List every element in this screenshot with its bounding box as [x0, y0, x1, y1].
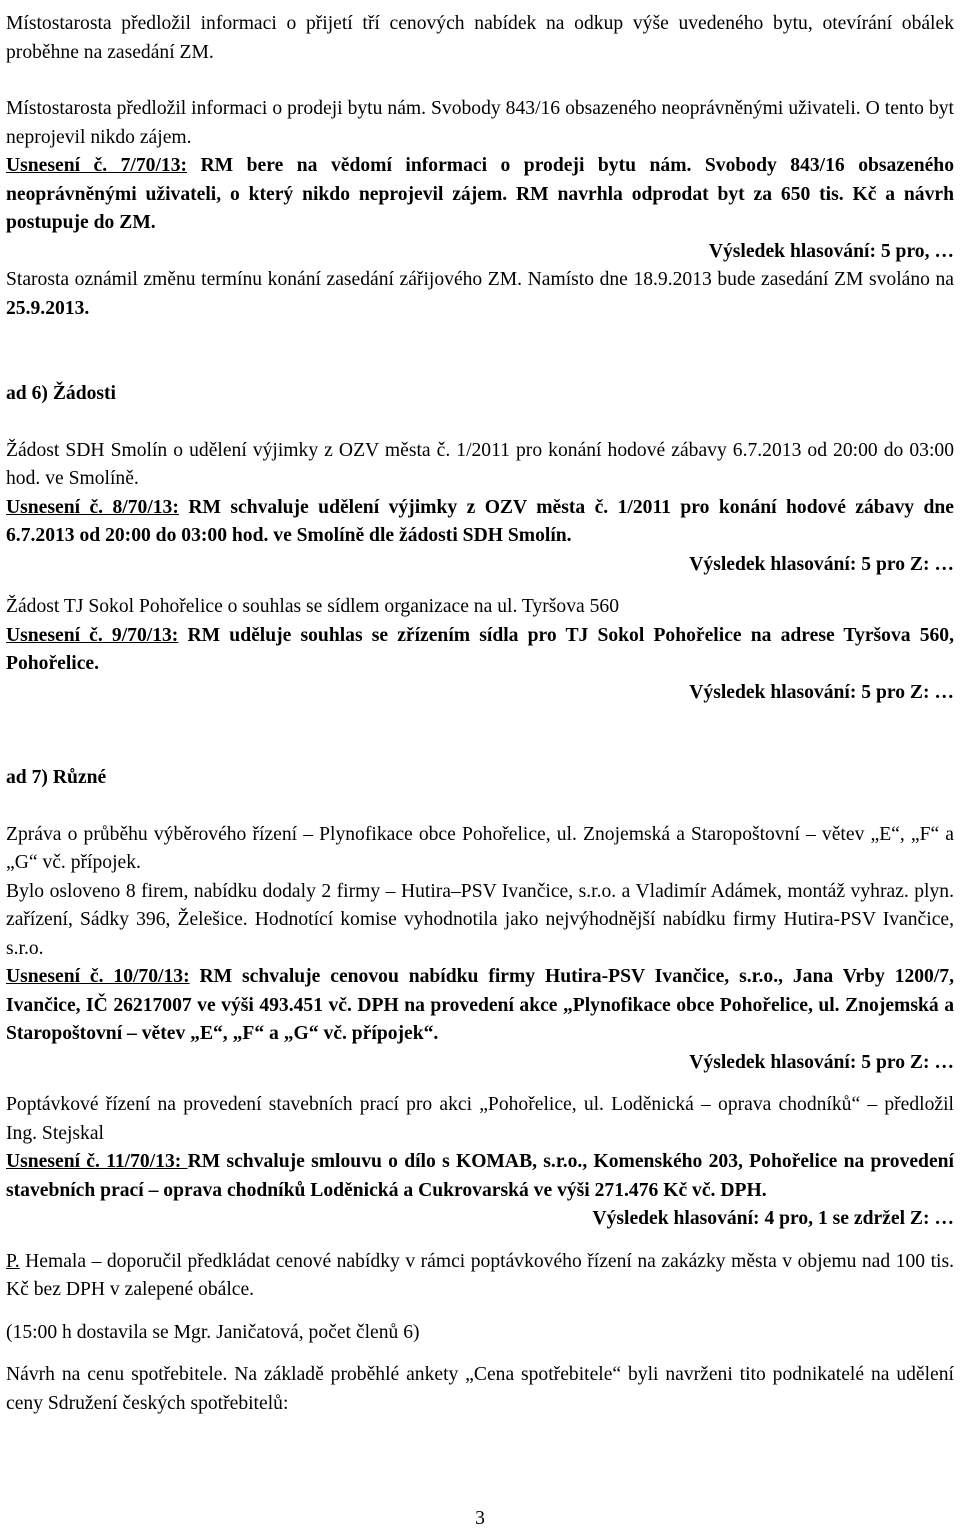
resolution-label: Usnesení č. [6, 966, 104, 987]
paragraph-flat-sale: Místostarosta předložil informaci o prodeji bytu nám. Svobody 843/16 obsazeného neoprávněnými uživateli. O tento byt neprojevil nikdo zájem. [6, 98, 954, 148]
resolution-11-70-13 [6, 1148, 954, 1205]
paragraph-consumer-price: Návrh na cenu spotřebitele. Na základě proběhlé ankety „Cena spotřebitele“ byli navrženi tito podnikatelé na udělení ceny Sdružení českých spotřebitelů: [6, 1364, 954, 1414]
paragraph-hemala [6, 1248, 954, 1305]
vote-result: Výsledek hlasování: 5 pro, … [708, 240, 954, 262]
paragraph-tender-details: Bylo osloveno 8 firem, nabídku dodaly 2 firmy – Hutira–PSV Ivančice, s.r.o. a Vladimír Adámek, montáž vyhraz. plyn. zařízení, Sádky 396, Želešice. Hodnotící komise vyhodnotila jako nejvýhodnější nabídku firmy Hutira-PSV Ivančice, s.r.o. [6, 880, 954, 959]
section-title: Žádosti [52, 383, 116, 404]
resolution-label: Usnesení č. [6, 155, 108, 176]
paragraph-sdh-request: Žádost SDH Smolín o udělení výjimky z OZV města č. 1/2011 pro konání hodové zábavy 6.7.2013 od 20:00 do 03:00 hod. ve Smolíně. [6, 439, 954, 489]
vote-result: Výsledek hlasování: 5 pro Z: … [689, 1051, 954, 1073]
resolution-number: 11/70/13: [99, 1151, 188, 1172]
meeting-change-text: Starosta oznámil změnu termínu konání zasedání zářijového ZM. Namísto dne 18.9.2013 bude zasedání ZM svoláno na [6, 269, 954, 290]
paragraph-arrival-note: (15:00 h dostavila se Mgr. Janičatová, počet členů 6) [6, 1321, 420, 1343]
section-heading-7 [6, 764, 954, 793]
paragraph-offers: Místostarosta předložil informaci o přijetí tří cenových nabídek na odkup výše uvedeného bytu, otevírání obálek proběhne na zasedání ZM. [6, 13, 954, 63]
paragraph-sidewalk-tender: Poptávkové řízení na provedení stavebních prací pro akci „Pohořelice, ul. Loděnická – oprava chodníků“ – předložil Ing. Stejskal [6, 1094, 954, 1144]
resolution-text: RM schvaluje cenovou nabídku firmy Hutira-PSV Ivančice, s.r.o., Jana Vrby 1200/7, Ivančice, IČ 26217007 ve výši 493.451 vč. DPH na provedení akce „Plynofikace obce Pohořelice, ul. Znojemská a Staropoštovní – větev „E“, „F“ a „G“ vč. přípojek“. [6, 966, 954, 1044]
resolution-text: RM schvaluje smlouvu o dílo s KOMAB, s.r.o., Komenského 203, Pohořelice na provedení stavebních prací – oprava chodníků Loděnická a Cukrovarská ve výši 271.476 Kč vč. DPH. [6, 1151, 954, 1201]
hemala-text: Hemala – doporučil předkládat cenové nabídky v rámci poptávkového řízení na zakázky města v objemu nad 100 tis. Kč bez DPH v zalepené obálce. [6, 1250, 954, 1300]
paragraph-sokol-request: Žádost TJ Sokol Pohořelice o souhlas se sídlem organizace na ul. Tyršova 560 [6, 596, 620, 617]
section-number: ad 7) [6, 767, 53, 788]
resolution-number: 7/70/13: [107, 155, 188, 176]
resolution-label: Usnesení č. [6, 624, 103, 646]
paragraph-tender-report: Zpráva o průběhu výběrového řízení – Plynofikace obce Pohořelice, ul. Znojemská a Staropoštovní – větev „E“, „F“ a „G“ vč. přípojek. [6, 823, 954, 873]
resolution-9-70-13 [6, 622, 954, 679]
section-number: ad 6) [6, 383, 53, 404]
vote-result: Výsledek hlasování: 5 pro Z: … [689, 553, 954, 575]
resolution-7-70-13 [6, 152, 954, 238]
person-initial: P. [6, 1250, 20, 1272]
resolution-10-70-13 [6, 963, 954, 1049]
resolution-text: RM bere na vědomí informaci o prodeji bytu nám. Svobody 843/16 obsazeného neoprávněnými uživateli, o který nikdo neprojevil zájem. RM navrhla odprodat byt za 650 tis. Kč a návrh postupuje do ZM. [6, 155, 954, 233]
paragraph-meeting-change [6, 266, 954, 323]
meeting-new-date: 25.9.2013. [6, 297, 90, 319]
resolution-text: RM schvaluje udělení výjimky z OZV města č. 1/2011 pro konání hodové zábavy dne 6.7.2013 od 20:00 do 03:00 hod. ve Smolíně dle žádosti SDH Smolín. [6, 496, 955, 546]
resolution-text: RM uděluje souhlas se zřízením sídla pro TJ Sokol Pohořelice na adrese Tyršova 560, Pohořelice. [6, 624, 954, 674]
resolution-number: 9/70/13: [102, 624, 179, 646]
section-title: Různé [52, 767, 107, 788]
page-number: 3 [475, 1508, 485, 1529]
section-heading-6 [6, 380, 954, 409]
vote-result: Výsledek hlasování: 4 pro, 1 se zdržel Z: … [592, 1208, 954, 1229]
resolution-label: Usnesení č. [6, 496, 104, 518]
resolution-number: 10/70/13: [103, 966, 190, 987]
resolution-8-70-13 [6, 494, 954, 551]
resolution-label: Usnesení č. [6, 1151, 100, 1172]
vote-result: Výsledek hlasování: 5 pro Z: … [689, 681, 954, 703]
resolution-number: 8/70/13: [103, 496, 179, 518]
